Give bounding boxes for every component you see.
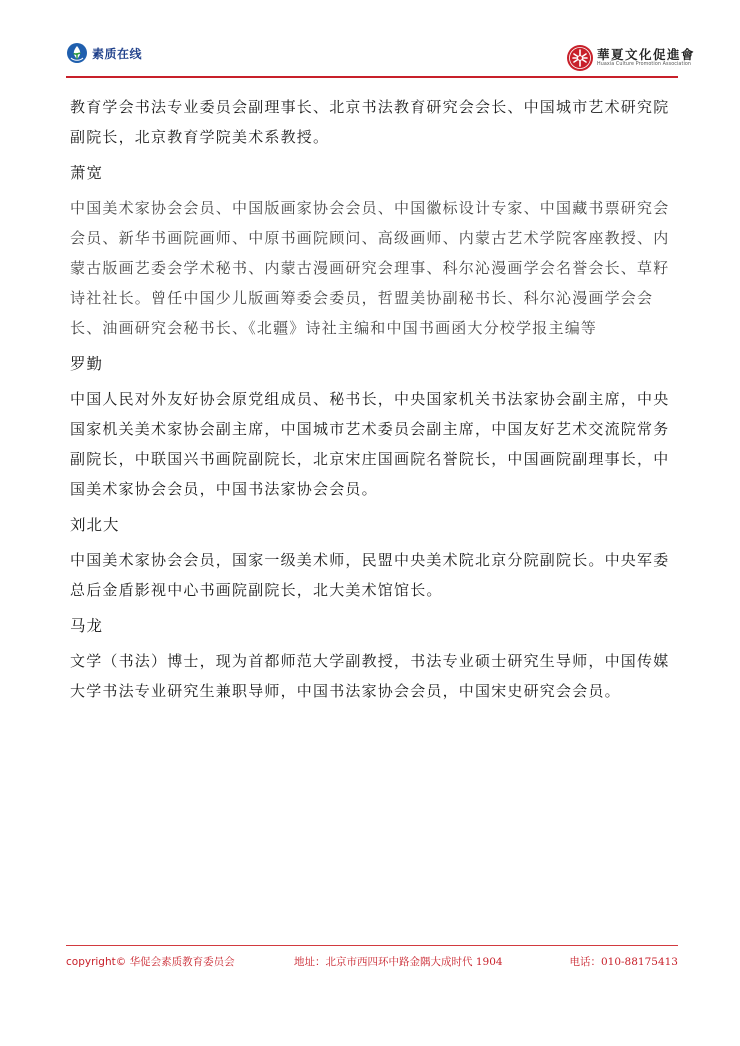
person-bio: 中国人民对外友好协会原党组成员、秘书长，中央国家机关书法家协会副主席，中央国家机关美术家协会副主席，中国城市艺术委员会副主席，中国友好艺术交流院常务副院长，中联国兴书画院副院长，北京宋庄国画院名誉院长，中国画院副理事长，中国美术家协会会员，中国书法家协会会员。 (70, 390, 670, 498)
footer-address: 地址：北京市西四环中路金隅大成时代 1904 (294, 956, 503, 968)
sprout-drop-icon (66, 42, 88, 64)
intro-paragraph: 教育学会书法专业委员会副理事长、北京书法教育研究会会长、中国城市艺术研究院副院长，北京教育学院美术系教授。 (70, 98, 670, 146)
person-name: 罗勤 (70, 355, 104, 373)
header-divider (66, 76, 678, 78)
logo-text-huaxia-en: Huaxia Culture Promotion Association (597, 62, 692, 67)
person-name: 马龙 (70, 617, 104, 635)
page-header (0, 0, 740, 80)
logo-text-huaxia: 華夏文化促進會 (597, 47, 696, 62)
suzhi-online-logo (66, 42, 142, 64)
person-bio: 中国美术家协会会员，国家一级美术师，民盟中央美术院北京分院副院长。中央军委总后金盾影视中心书画院副院长，北大美术馆馆长。 (70, 551, 670, 599)
logo-text-suzhi: 素质在线 (92, 46, 143, 61)
footer-divider (66, 945, 678, 946)
huaxia-association-logo (566, 44, 695, 72)
person-bio: 文学（书法）博士，现为首都师范大学副教授，书法专业硕士研究生导师，中国传媒大学书法专业研究生兼职导师，中国书法家协会会员，中国宋史研究会会员。 (70, 652, 670, 700)
person-name: 刘北大 (70, 516, 120, 534)
person-name: 萧宽 (70, 164, 104, 182)
footer-phone: 电话：010-88175413 (569, 956, 678, 968)
footer-copyright: copyright© 华促会素质教育委员会 (66, 956, 235, 968)
red-seal-icon (566, 44, 594, 72)
person-bio: 中国美术家协会会员、中国版画家协会会员、中国徽标设计专家、中国藏书票研究会会员、新华书画院画师、中原书画院顾问、高级画师、内蒙古艺术学院客座教授、内蒙古版画艺委会学术秘书、内蒙古漫画研究会理事、科尔沁漫画学会名誉会长、草籽诗社社长。曾任中国少儿版画筹委会委员，哲盟美协副秘书长、科尔沁漫画学会会长、油画研究会秘书长、《北疆》诗社主编和中国书画函大分校学报主编等 (70, 199, 670, 337)
page-footer (66, 954, 678, 974)
main-content (70, 92, 670, 706)
